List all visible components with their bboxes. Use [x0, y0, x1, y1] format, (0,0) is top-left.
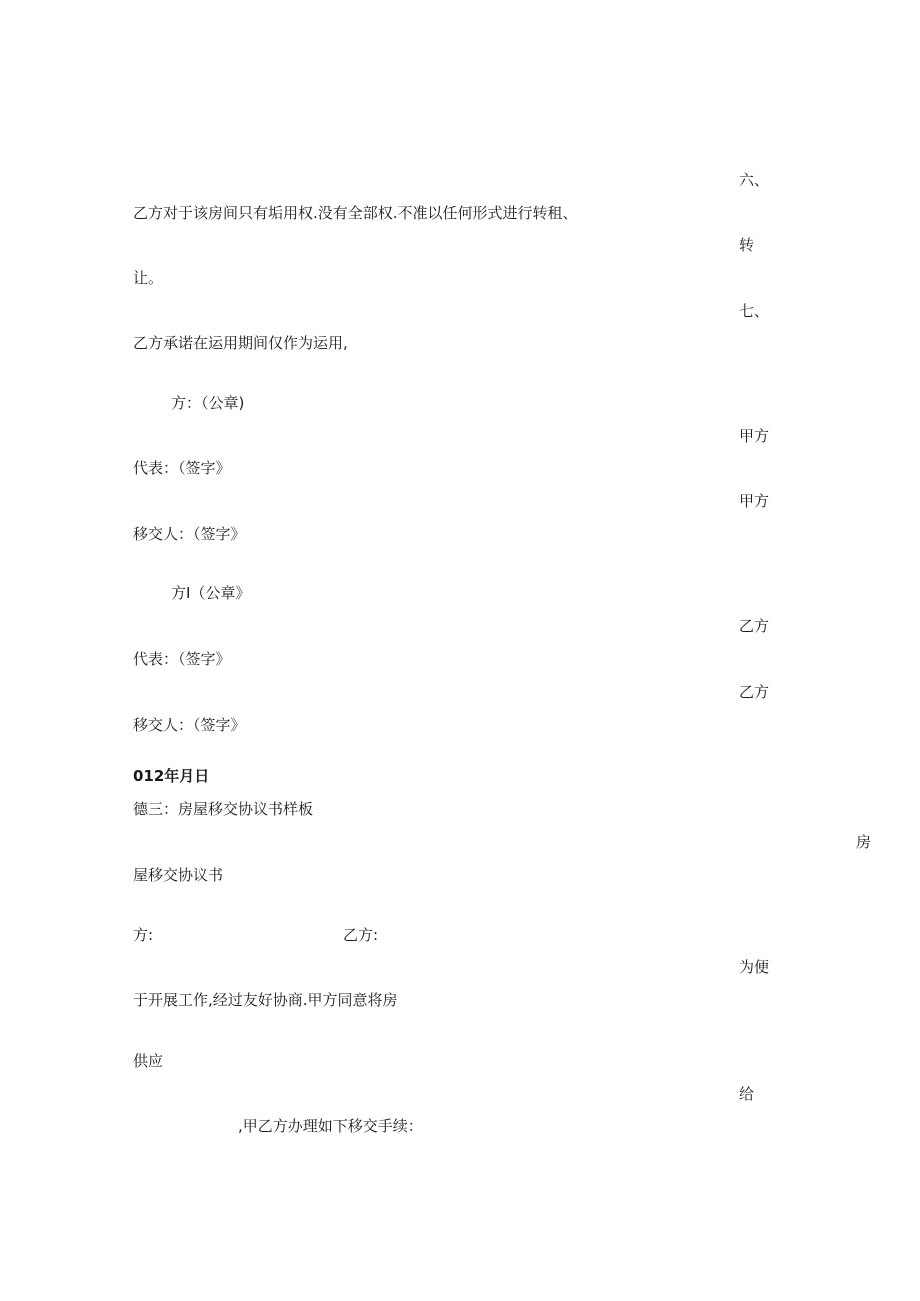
preamble-start: 为便	[739, 958, 770, 976]
party-a-field-label: 方:	[133, 926, 154, 944]
date-line: 012年月日	[133, 767, 210, 785]
clause-seven-number: 七、	[739, 302, 770, 320]
clause-six-number: 六、	[739, 171, 770, 189]
party-a-transferor-label: 移交人：（签字》	[133, 525, 246, 543]
clause-six-continuation: 转	[739, 236, 755, 254]
preamble-give: 给	[739, 1085, 755, 1103]
party-a-label-2: 甲方	[739, 492, 770, 510]
clause-six-ending: 让。	[133, 269, 164, 287]
party-b-transferor-label: 移交人：（签字》	[133, 716, 246, 734]
party-a-seal-label: 方：（公章)	[171, 394, 245, 412]
party-b-label: 乙方	[739, 617, 770, 635]
party-b-seal-label: 方I（公章》	[171, 584, 251, 602]
section-heading: 德三：房屋移交协议书样板	[133, 800, 314, 818]
party-b-field-label: 乙方:	[343, 926, 379, 944]
clause-six-text: 乙方对于该房间只有垢用权.没有全部权.不准以任何形式进行转租、	[133, 204, 578, 222]
document-title-start: 房	[856, 833, 872, 851]
party-b-label-2: 乙方	[739, 683, 770, 701]
clause-seven-text: 乙方承诺在运用期间仅作为运用,	[133, 334, 348, 352]
party-b-representative-label: 代表：（签字》	[133, 650, 231, 668]
party-a-label: 甲方	[739, 427, 770, 445]
document-title: 屋移交协议书	[133, 866, 224, 884]
preamble-text: 于开展工作,经过友好协商.甲方同意将房	[133, 991, 398, 1009]
preamble-supply: 供应	[133, 1052, 164, 1070]
preamble-procedure: ,甲乙方办理如下移交手续：	[238, 1117, 423, 1135]
party-a-representative-label: 代表：（签字》	[133, 459, 231, 477]
